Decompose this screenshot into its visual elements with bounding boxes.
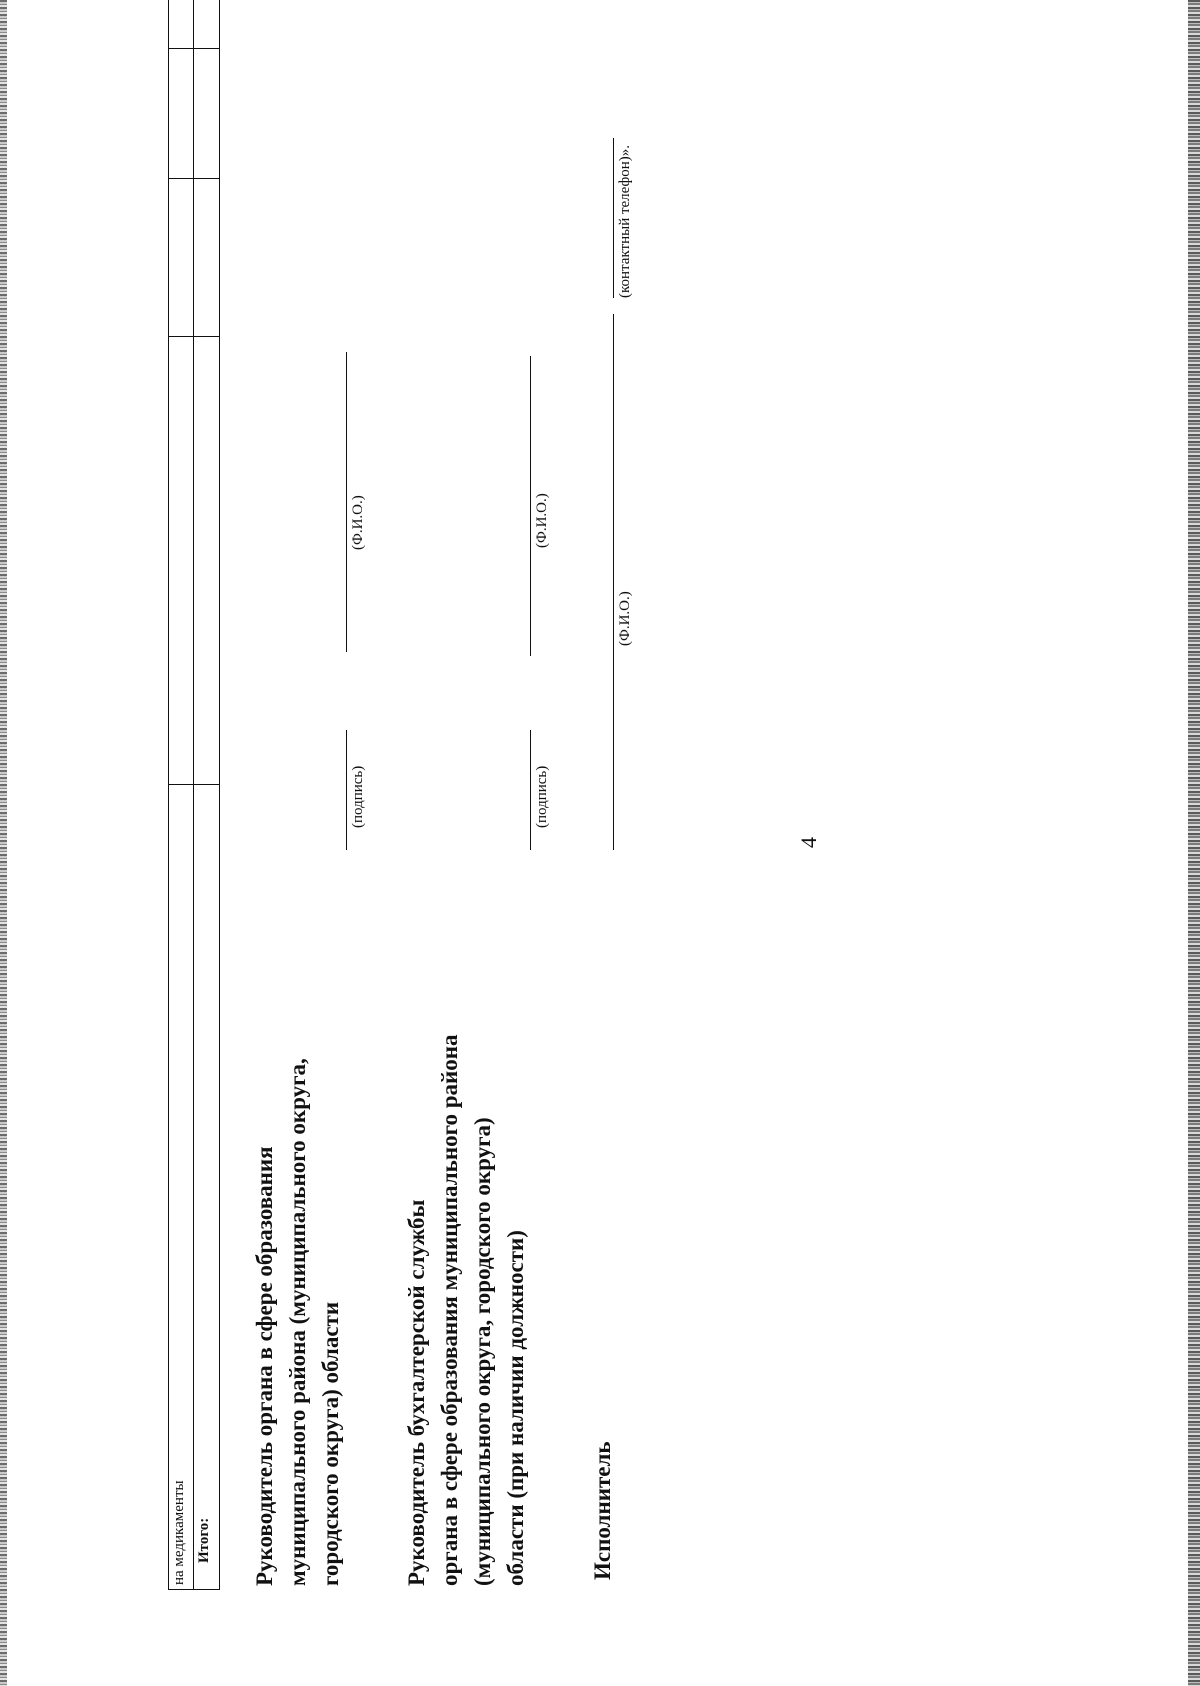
executor-name-line: [613, 314, 614, 850]
table-column-divider: [169, 178, 219, 179]
executor-name-caption: (Ф.И.О.): [617, 591, 633, 646]
head-name-line: [346, 352, 347, 652]
head-title-line: городского округа) области: [318, 1301, 343, 1586]
head-title: [248, 1058, 347, 1586]
table-column-divider: [169, 784, 219, 785]
head-signature-caption: (подпись): [350, 765, 366, 828]
accountant-title-line: органа в сфере образования муниципального района: [437, 1034, 462, 1586]
accountant-title-line: области (при наличии должности): [503, 1230, 528, 1586]
page-number: 4: [796, 837, 821, 848]
table-total-label: Итого:: [196, 1517, 212, 1563]
accountant-title-line: (муниципального округа, городского округа): [470, 1117, 495, 1586]
executor-phone-line: [613, 138, 614, 298]
accountant-signature-line: [530, 730, 531, 850]
totals-table: [168, 0, 220, 1590]
head-title-line: муниципального района (муниципального округа,: [285, 1058, 310, 1586]
accountant-name-caption: (Ф.И.О.): [534, 493, 550, 548]
table-row-total: [194, 0, 219, 1589]
executor-label: Исполнитель: [590, 1441, 615, 1580]
executor-phone-caption: (контактный телефон)».: [617, 144, 633, 298]
accountant-signature-caption: (подпись): [534, 765, 550, 828]
head-signature-line: [346, 730, 347, 850]
table-column-divider: [169, 48, 219, 49]
head-name-caption: (Ф.И.О.): [350, 495, 366, 550]
table-column-divider: [169, 336, 219, 337]
table-row-medicines: [169, 0, 194, 1589]
accountant-name-line: [530, 356, 531, 656]
accountant-title: [400, 1035, 532, 1587]
accountant-title-line: Руководитель бухгалтерской службы: [404, 1199, 429, 1586]
head-title-line: Руководитель органа в сфере образования: [252, 1146, 277, 1586]
table-row-label: на медикаменты: [171, 1480, 187, 1585]
